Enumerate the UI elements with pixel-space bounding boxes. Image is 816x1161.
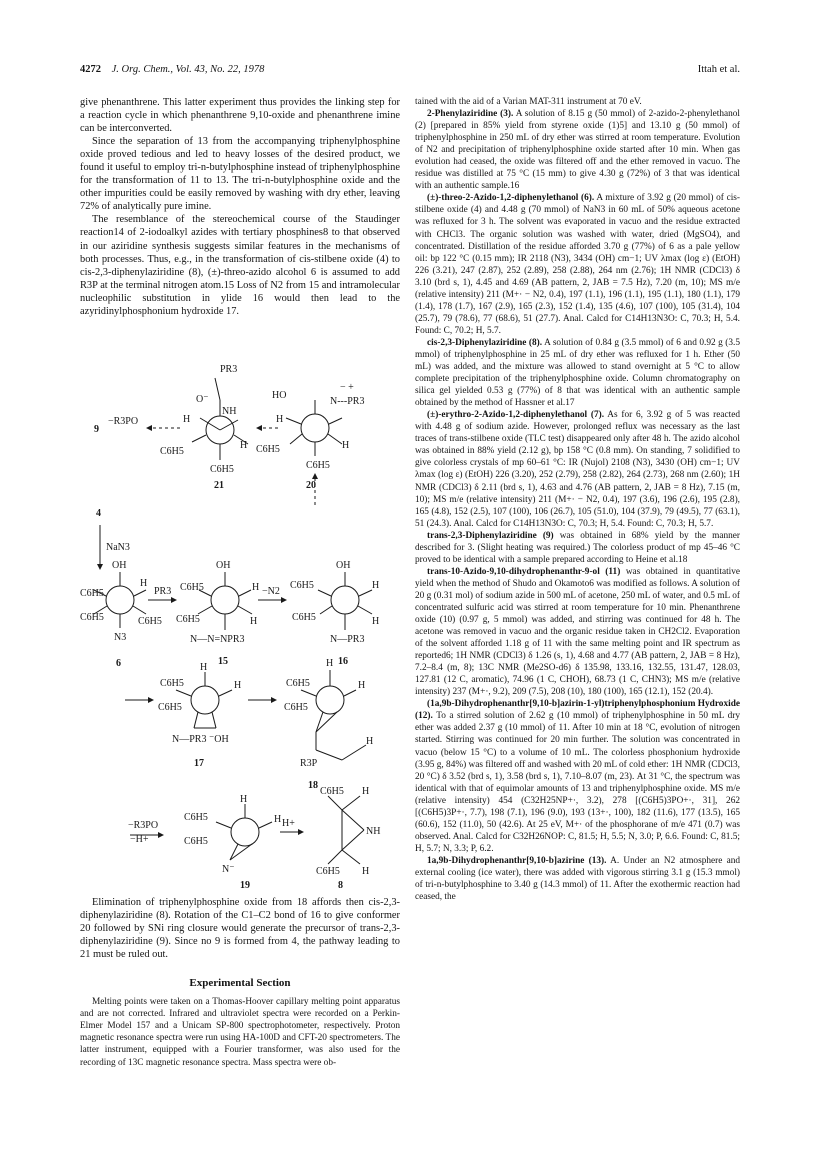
label-pr3: PR3 [220, 364, 238, 375]
label-n-pr3-ylide: N—PR3 [330, 634, 365, 645]
label-h-plus-arrow: H+ [282, 818, 295, 829]
entry-text: was obtained in quantitative yield when the method of Shudo and Okamoto6 was modified as follows. A solution of 20 g (0.31 mol) of sodium azide in 500 mL of acetone, 250 mL of water, and 0.5 mL of concentrated sulfuric acid was stirred at room temperature for 10 min. Phenanthrene oxide (10) (0.97 g, 5 mmol) was added, and stirring was continued for 48 h. The acetone was removed in vacuo and the organic residue taken in CH2Cl2. Evaporation of the solvent afforded 1.18 g of 11 with the same melting point and IR spectrum as reported6; 1H NMR (CDCl3) δ 1.26 (s, 1), 4.68 and 4.77 (AB pattern, 2, JAB = 8 Hz), 7.2–8.4 (m, 8); 13C NMR (Me2SO-d6) δ 135.98, 133.16, 132.55, 131.47, 128.03, 127.81 (12 C, aromatic), 74.96 (1 C, CHOH), 68.73 (1 C, CHN3); MS m/e (relative intensity) 237 (M+·, 9.2), 209 (7.5), 208 (10), 180 (100), 165 (12.1), 152 (20.4). [415, 566, 741, 698]
entry-text: A. Under an N2 atmosphere and external cooling (ice water), there was added with vigorous stirring 3.1 g (15.3 mmol) of tri-n-butylphosphine to 3.40 g (14.3 mmol) of 11. After the exothermic reaction had ceased, the [415, 855, 740, 903]
paragraph: The resemblance of the stereochemical course of the Staudinger reaction14 of 2-iodoalkyl azides with tertiary phosphines8 to that observed in our aziridine synthesis suggests similar features in the mechanisms of both processes. Thus, e.g., in the transformation of cis-stilbene oxide (4) to cis-2,3-diphenylaziridine (8), (±)-threo-azido alcohol 6 is assumed to add R3P at the terminal nitrogen atom.15 Loss of N2 from 15 and intramolecular nucleophilic substitution in ylide 16 would then lead to the azyridinylphosphonium hydroxide 17. [80, 214, 400, 317]
section-title: Experimental Section [189, 977, 291, 990]
entry-text: As for 6, 3.92 g of 5 was reacted with 4.48 g of sodium azide. However, prolonged reflux was necessary as the last traces of trans-stilbene oxide (TLC test) disappeared only after 48 h. The azido alcohol was obtained in 88% yield (2.12 g), bp 158 °C (0.8 mm). On standing, 7 solidified to give colorless crystals of mp 60–61 °C: IR (Nujol) 2108 (N3), 3430 (OH) cm−1; UV λmax (log ε) (EtOH) 226 (3.20), 252 (2.79), 258 (2.82), 264 (2.73), 268 nm (2.60); 1H NMR (CDCl3) δ 2.11 (brd s, 1), 4.63 and 4.76 (AB pattern, 2, JAB = 8 Hz), 7.15 (m, 10); MS m/e (relative intensity) 211 (M+· − N2, 0.4), 197 (3.6), 196 (2.6), 195 (2.8), 165 (4.8), 152 (2.5), 107 (100), 106 (26.7), 105 (51.0), 104 (37.9), 79 (49.5), 77 (63.1), 51 (24.3). Anal. Calcd for C14H13N3O: C, 70.3; H, 5.4. Found: C, 70.3; H, 5.7. [415, 410, 740, 529]
left-column-top [80, 96, 400, 318]
label-nan3: NaN3 [106, 542, 130, 553]
label-h: H [362, 866, 370, 877]
label-h: H [372, 616, 380, 627]
paragraph: Elimination of triphenylphosphine oxide from 18 affords then cis-2,3-diphenylaziridine (8). Rotation of the C1–C2 bond of 16 to give conformer 20 followed by SNi ring closure would generate the precursor of trans-2,3-diphenylaziridine (9). Since no 9 is formed from 4, the pathway leading to 21 must be ruled out. [80, 897, 400, 961]
label-n-minus: N⁻ [222, 864, 235, 875]
label-c6h5: C6H5 [80, 588, 104, 599]
label-h: H [326, 658, 334, 669]
label-c6h5: C6H5 [284, 702, 308, 713]
label-h: H [234, 680, 242, 691]
experimental-entry [415, 855, 740, 903]
entry-heading: 1a,9b-Dihydrophenanthr[9,10-b]azirine (13). [427, 855, 607, 866]
label-n3: N3 [114, 632, 127, 643]
entry-heading: (1a,9b-Dihydrophenanthr[9,10-b]azirin-1-yl)triphenylphosphonium Hydroxide (12). [415, 699, 740, 722]
label-c6h5: C6H5 [210, 464, 234, 475]
paragraph: Since the separation of 13 from the accompanying triphenylphosphine oxide proved tedious and led to heavy losses of the desired product, we found it useful to employ tri-n-butylphosphine instead of triphenylphosphine for the transformation of 11 to 13. The tri-n-butylphosphine oxide and the other impurities could be easily removed by washing with dry ether, leaving 72% of analytically pure imine. [80, 136, 400, 213]
label-h: H [274, 814, 282, 825]
label-c6h5: C6H5 [158, 702, 182, 713]
label-oh: OH [112, 560, 127, 571]
compound-6: 6 [116, 658, 121, 669]
label-minus-n2: −N2 [262, 586, 280, 597]
label-npr3-oh: N—PR3 ⁻OH [172, 734, 229, 745]
experimental-entry [415, 698, 740, 855]
label-h: H [200, 662, 208, 673]
label-pr3-arrow: PR3 [154, 586, 172, 597]
label-h: H [358, 680, 366, 691]
compound-20: 20 [306, 480, 316, 491]
experimental-entry [415, 337, 740, 409]
label-c6h5: C6H5 [138, 616, 162, 627]
compound-17: 17 [194, 758, 204, 769]
entry-text: To a stirred solution of 2.62 g (10 mmol) of triphenylphosphine in 50 mL dry ether was added 2.37 g (10 mmol) of 11. After 10 min at 18 °C, evolution of nitrogen started. Stirring was continued for 20 min further. The solution was concentrated in vacuo (below 15 °C) to a volume of 10 mL. The colorless phosphonium hydroxide (3.95 g, 84%) was filtered off and washed with 20 mL of cold ether: 1H NMR (CDCl3, 20 °C) δ 3.52 (brd s, 1), 3.58 (brd s, 1), 7.10–8.07 (m, 23). At 31 °C, the spectrum was identical with that of equimolar amounts of 13 and triphenylphosphine oxide. MS m/e (relative intensity) 454 (C32H25NP+·, 3.2), 278 [(C6H5)3PO+·, 31], 262 [(C6H5)3P+·, 7.7), 198 (7.1), 196 (9.0), 193 (13+·, 100), 182 (11.6), 177 (13.5), 165 (60.6), 152 (11.0), 50 (42.6). At 25 eV, M+· of the phosphorane of m/e 471 (0.7) was observed. Anal. Calcd for C32H26NOP: C, 81.5; H, 5.5; N, 3.0; P, 6.6. Found: C, 81.5; H, 5.7; N, 3.3; P, 6.2. [415, 711, 740, 854]
label-r3po-h: −R3PO [128, 820, 159, 831]
paragraph: give phenanthrene. This latter experiment thus provides the linking step for a reaction cycle in which phenanthrene 9,10-oxide and phenanthrene imine can be interconverted. [80, 97, 400, 135]
label-ho: HO [272, 390, 287, 401]
label-c6h5: C6H5 [256, 444, 280, 455]
label-c6h5: C6H5 [292, 612, 316, 623]
experimental-entry [415, 192, 740, 337]
entry-heading: trans-10-Azido-9,10-dihydrophenanthr-9-ol (11) [427, 566, 621, 577]
label-nh: NH [222, 406, 237, 417]
page-header [80, 64, 740, 82]
experimental-entry [415, 566, 740, 699]
label-h: H [252, 582, 260, 593]
label-minus-r3po: −R3PO [108, 416, 139, 427]
entry-heading: (±)-erythro-2-Azido-1,2-diphenylethanol (7). [427, 410, 605, 421]
label-n-n-npr3: N—N=NPR3 [190, 634, 245, 645]
label-h: H [372, 580, 380, 591]
entry-heading: 2-Phenylaziridine (3). [427, 109, 514, 120]
entry-heading: cis-2,3-Diphenylaziridine (8). [427, 337, 543, 348]
entry-text: was obtained in 68% yield by the manner described for 3. (Slight heating was required.) The colorless product of mp 45–46 °C proved to be identical with a sample prepared according to Heine et al.18 [415, 530, 740, 565]
label-n-pr3: N---PR3 [330, 396, 365, 407]
label-c6h5: C6H5 [286, 678, 310, 689]
label-oh: OH [216, 560, 231, 571]
label-c6h5: C6H5 [176, 614, 200, 625]
right-column [415, 96, 740, 903]
running-authors: Ittah et al. [697, 64, 740, 75]
label-h: H [240, 794, 248, 805]
compound-8: 8 [338, 880, 343, 890]
compound-15: 15 [218, 656, 228, 667]
entry-heading: trans-2,3-Diphenylaziridine (9) [427, 530, 554, 541]
label-c6h5: C6H5 [316, 866, 340, 877]
label-h: H [366, 736, 374, 747]
label-o-minus: O⁻ [196, 394, 209, 405]
label-c6h5: C6H5 [184, 836, 208, 847]
label-c6h5: C6H5 [290, 580, 314, 591]
compound-18: 18 [308, 780, 318, 791]
left-column-bottom [80, 896, 400, 1069]
compound-9: 9 [94, 424, 99, 435]
reaction-scheme [80, 320, 400, 890]
scheme-drawing [80, 320, 400, 890]
label-nh-aziridine: NH [366, 826, 381, 837]
label-c6h5: C6H5 [160, 446, 184, 457]
entry-text: A solution of 8.15 g (50 mmol) of 2-azido-2-phenylethanol (2) [prepared in 85% yield from styrene oxide (1)5] and 13.10 g (50 mmol) of triphenylphosphine in 250 mL of dry ether was stirred at room temperature. Evolution of N2 and precipitation of triphenylphosphine oxide started after 10 min. When gas evolution had ceased, the oxide was filtered off and the ether removed in vacuo. The residue was distilled at 75 °C (15 mm) to give 4.30 g (72%) of 3 that was identical with an authentic sample.16 [415, 109, 740, 192]
label-c6h5: C6H5 [80, 612, 104, 623]
label-r3p: R3P [300, 758, 318, 769]
label-c6h5: C6H5 [184, 812, 208, 823]
compound-16: 16 [338, 656, 348, 667]
label-c6h5: C6H5 [306, 460, 330, 471]
compound-19: 19 [240, 880, 250, 890]
label-oh: OH [336, 560, 351, 571]
entry-text: A mixture of 3.92 g (20 mmol) of cis-stilbene oxide (4) and 4.48 g (70 mmol) of NaN3 in 60 mL of 50% aqueous acetone was refluxed for 3 h. The solvent was evaporated in vacuo and the residue extracted with CHCl3. The organic solution was washed with water, dried (MgSO4), and concentrated. Distillation of the residue afforded 3.70 g (77%) of 6 as a pale yellow oil: bp 122 °C (0.15 mm); IR 2118 (N3), 3434 (OH) cm−1; UV λmax (log ε) (EtOH) 226 (3.21), 247 (2.87), 252 (2.89), 258 (2.88), 264 nm (2.76); 1H NMR (CDCl3) δ 3.10 (brd s, 1), 4.45 and 4.69 (AB pattern, 2, JAB = 7.5 Hz), 7.20 (m, 10); MS m/e (relative intensity) 211 (M+· − N2, 0.4), 197 (1.1), 196 (1.1), 195 (1.1), 180 (1.1), 179 (1.4), 178 (1.7), 167 (2.9), 165 (2.3), 152 (1.4), 135 (4.6), 107 (100), 105 (31.4), 104 (25.7), 79 (78.6), 77 (68.6), 51 (27.7). Anal. Calcd for C14H13N3O: C, 70.3; H, 5.4. Found: C, 70.2; H, 5.7. [415, 193, 740, 336]
entry-heading: (±)-threo-2-Azido-1,2-diphenylethanol (6). [427, 193, 595, 204]
label-h-plus: −H+ [130, 834, 149, 845]
paragraph: tained with the aid of a Varian MAT-311 instrument at 70 eV. [415, 97, 642, 107]
page-number: 4272 [80, 64, 101, 75]
label-h: H [250, 616, 258, 627]
label-h: H [342, 440, 350, 451]
label-plus-minus: − + [340, 382, 354, 393]
label-h: H [240, 440, 248, 451]
compound-4: 4 [96, 508, 101, 519]
label-h: H [140, 578, 148, 589]
paragraph: Melting points were taken on a Thomas-Hoover capillary melting point apparatus and are not corrected. Infrared and ultraviolet spectra were recorded on a Perkin-Elmer Model 157 and a Unicam SP-800 spectrophotometer, respectively. Proton magnetic resonance spectra were run using HA-100D and CFT-20 spectrometers. The latter instrument, equipped with a Fourier transformer, was also used for the recording of 13C magnetic resonance spectra. Mass spectra were ob- [80, 997, 400, 1068]
entry-text: A solution of 0.84 g (3.5 mmol) of 6 and 0.92 g (3.5 mmol) of triphenylphosphine in 25 mL of dry ether was refluxed for 1 h. Ether (50 mL) was added, and the mixture was allowed to stand overnight at 5 °C to allow complete precipitation of the triphenylphosphine oxide. Column chromatography on silica gel yielded 0.53 g (77%) of 8 that was identical with an authentic sample obtained by the method of Hassner et al.17 [415, 337, 741, 409]
label-h: H [362, 786, 370, 797]
label-h: H [276, 414, 284, 425]
label-h: H [183, 414, 191, 425]
label-c6h5: C6H5 [160, 678, 184, 689]
experimental-entry [415, 530, 740, 566]
compound-21: 21 [214, 480, 224, 491]
experimental-entry [415, 108, 740, 192]
experimental-entry [415, 409, 740, 529]
label-c6h5: C6H5 [320, 786, 344, 797]
journal-citation: J. Org. Chem., Vol. 43, No. 22, 1978 [111, 64, 265, 75]
label-c6h5: C6H5 [180, 582, 204, 593]
